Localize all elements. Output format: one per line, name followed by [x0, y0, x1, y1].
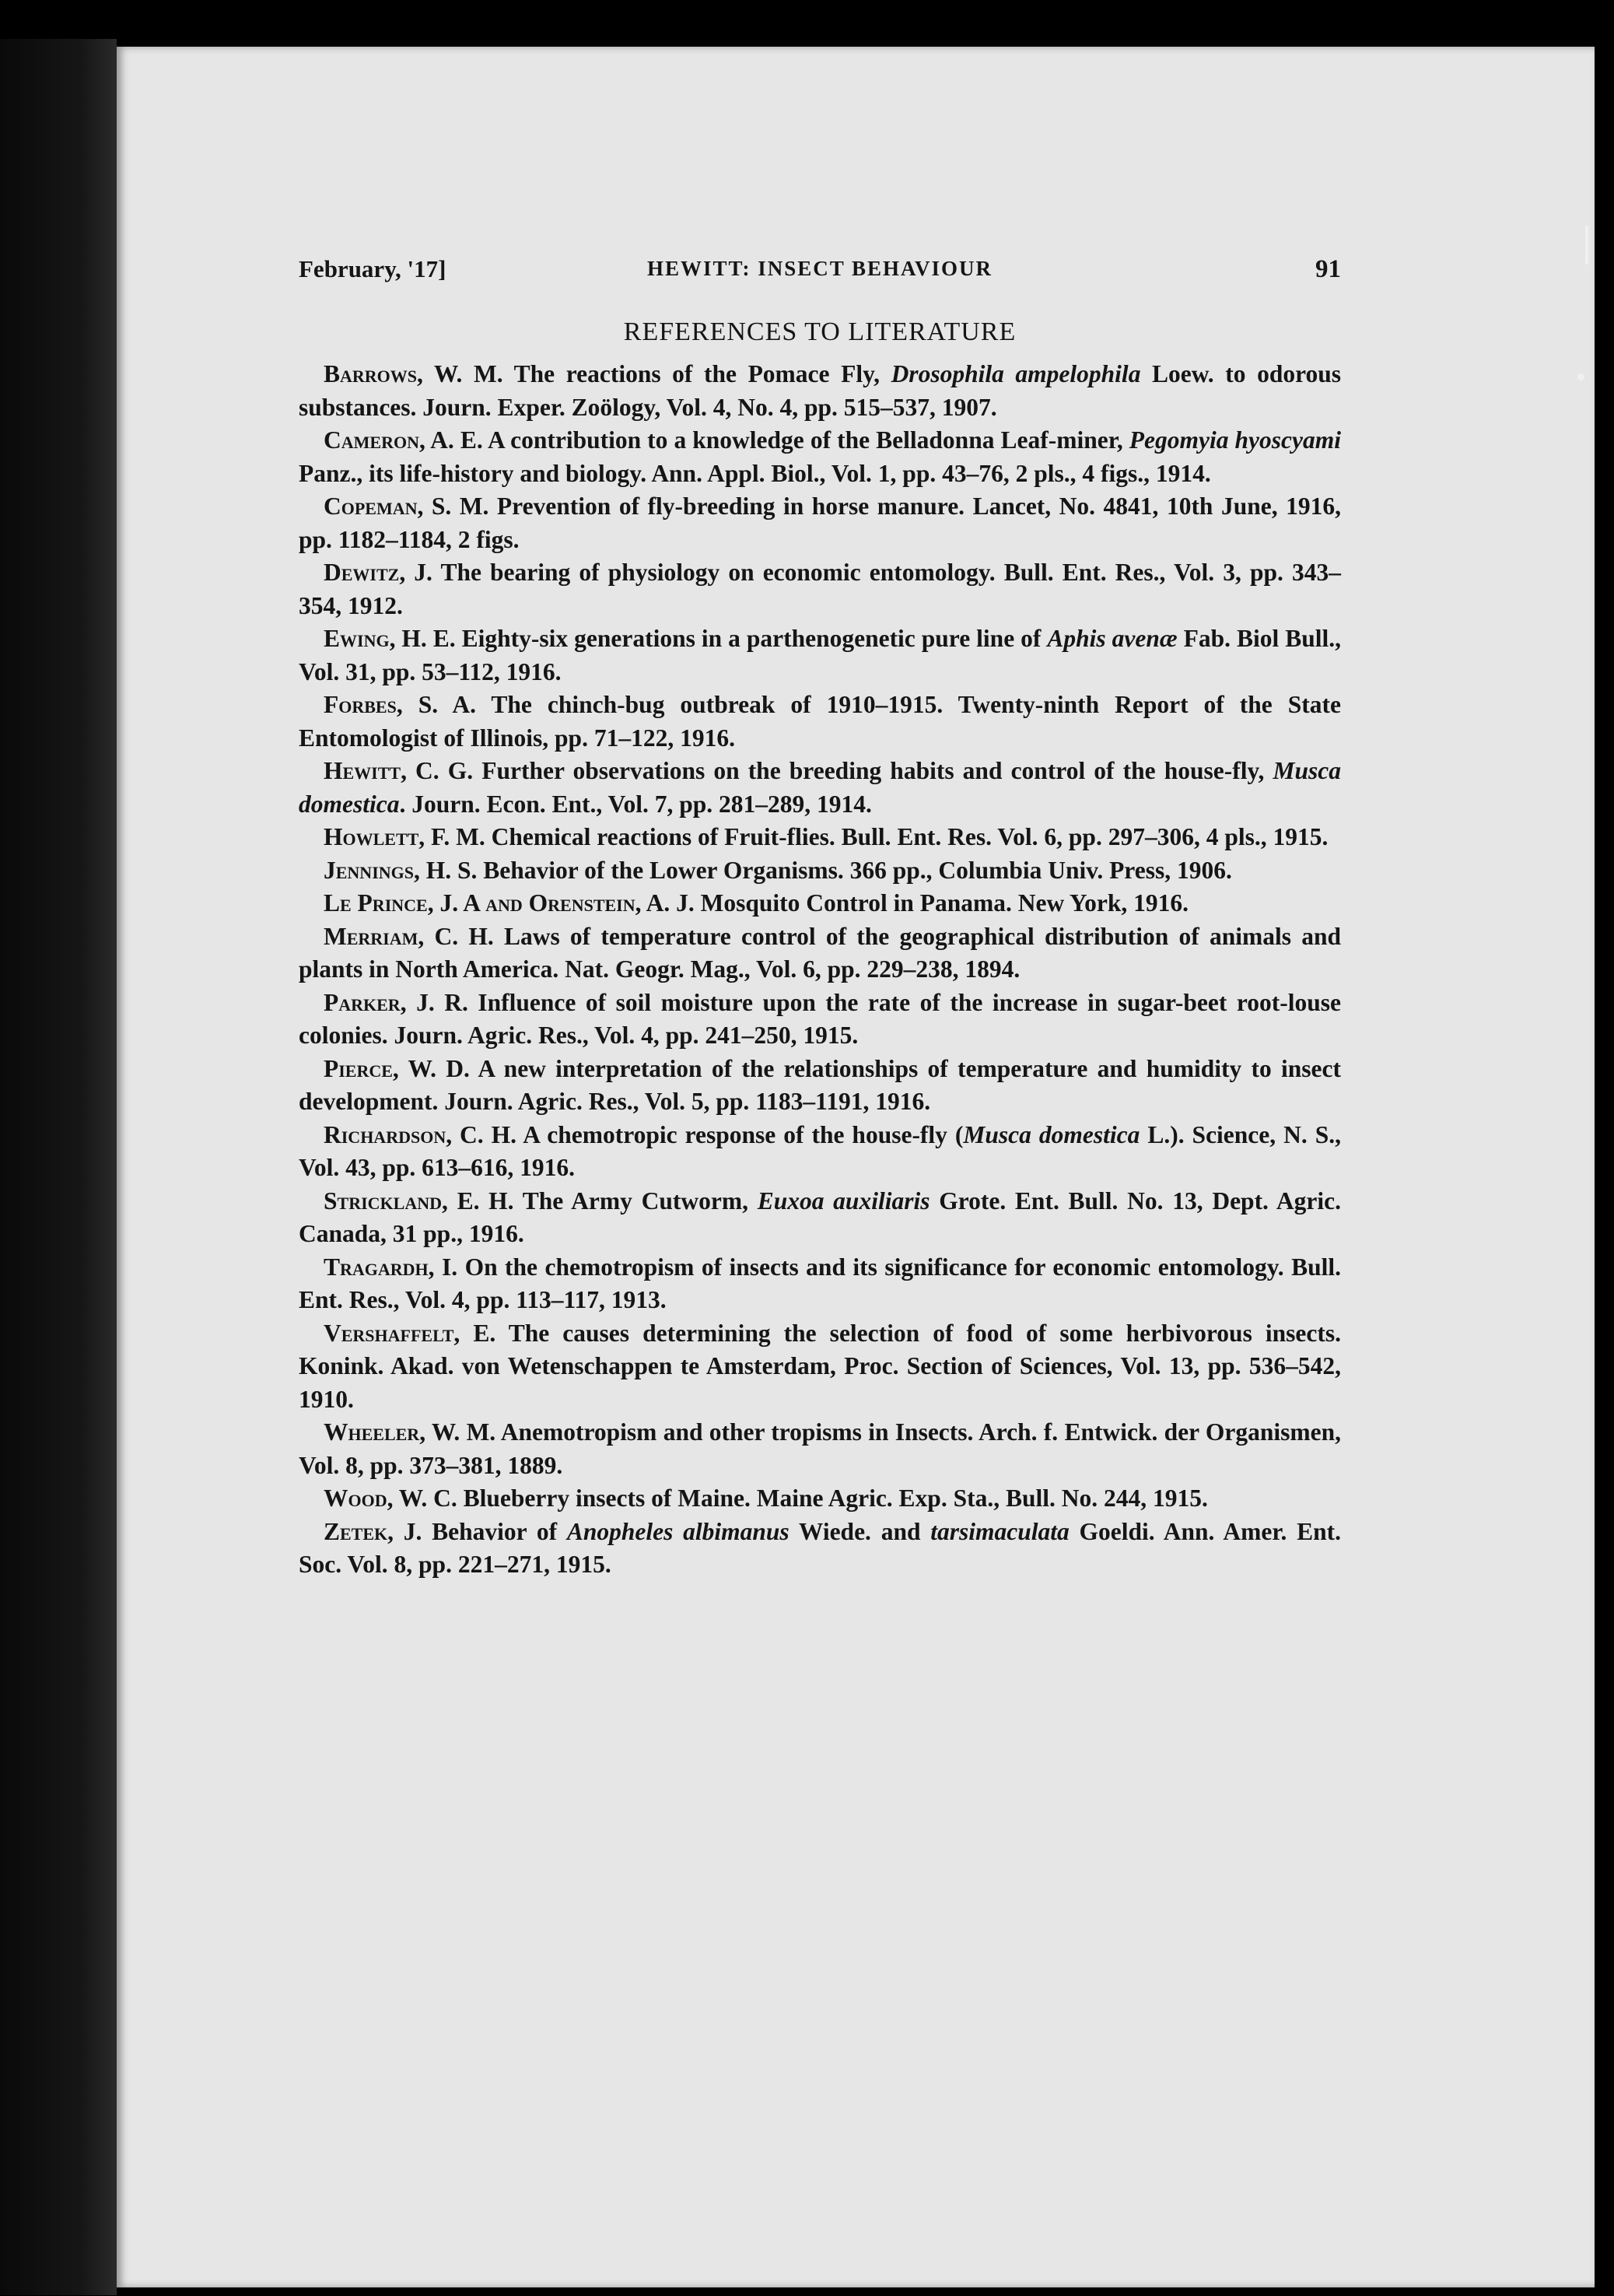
- running-head: [299, 255, 1341, 291]
- reference-species-name: Euxoa auxiliaris: [757, 1187, 930, 1215]
- reference-entry: [299, 556, 1341, 622]
- reference-text: Blueberry insects of Maine. Maine Agric. Exp. Sta., Bull. No. 244, 1915.: [457, 1485, 1208, 1512]
- reference-entry: [299, 1317, 1341, 1417]
- reference-text: Further observations on the breeding habits and control of the house-fly,: [473, 757, 1273, 784]
- reference-text: A new interpretation of the relationships of temperature and humidity to insect development. Journ. Agric. Res., Vol. 5, pp. 1183–1191, 1916.: [299, 1054, 1342, 1115]
- reference-entry: [299, 1053, 1341, 1119]
- reference-text: The chinch-bug outbreak of 1910–1915. Twenty-ninth Report of the State Entomologist of Illinois, pp. 71–122, 1916.: [299, 691, 1341, 752]
- reference-species-name: tarsimaculata: [930, 1517, 1070, 1545]
- reference-text-continued: Wiede. and: [789, 1517, 931, 1545]
- reference-text: Behavior of: [422, 1517, 567, 1545]
- reference-entry: [299, 854, 1341, 888]
- reference-author: Forbes, S. A.: [324, 691, 476, 718]
- reference-text: Chemical reactions of Fruit-flies. Bull. Ent. Res. Vol. 6, pp. 297–306, 4 pls., 1915.: [485, 823, 1329, 850]
- reference-author: Tragardh, I.: [324, 1253, 458, 1281]
- reference-text: The bearing of physiology on economic entomology. Bull. Ent. Res., Vol. 3, pp. 343–354, 1912.: [299, 559, 1341, 619]
- reference-text-continued: Loew. to odorous substances. Journ. Exper. Zoölogy, Vol. 4, No. 4, pp. 515–537, 1907.: [299, 360, 1342, 421]
- reference-species-name: Pegomyia hyoscyami: [1129, 426, 1342, 454]
- reference-author: Wheeler, W. M.: [324, 1418, 496, 1446]
- reference-entry: [299, 755, 1341, 821]
- reference-text: Mosquito Control in Panama. New York, 1916.: [694, 889, 1189, 917]
- reference-text-continued: . Journ. Econ. Ent., Vol. 7, pp. 281–289, 1914.: [399, 790, 872, 818]
- margin-speck: [1585, 226, 1588, 265]
- reference-text: The reactions of the Pomace Fly,: [502, 360, 891, 387]
- reference-entry: [299, 1516, 1341, 1582]
- reference-species-name: Anopheles albimanus: [566, 1517, 789, 1545]
- book-page: [117, 47, 1595, 2287]
- running-head-date: February, '17]: [299, 255, 446, 282]
- running-head-title: HEWITT: INSECT BEHAVIOUR: [646, 257, 993, 280]
- reference-entry: [299, 920, 1341, 987]
- reference-author: Le Prince, J. A and Orenstein, A. J.: [324, 889, 695, 917]
- reference-text-continued: Panz., its life-history and biology. Ann. Appl. Biol., Vol. 1, pp. 43–76, 2 pls., 4 figs., 1914.: [299, 459, 1211, 487]
- reference-author: Copeman, S. M.: [324, 493, 489, 520]
- reference-text-continued: Fab. Biol Bull., Vol. 31, pp. 53–112, 1916.: [299, 625, 1341, 685]
- reference-author: Parker, J. R.: [324, 988, 468, 1016]
- reference-author: Richardson, C. H.: [324, 1120, 517, 1148]
- reference-entry: [299, 987, 1341, 1053]
- reference-entry: [299, 887, 1341, 920]
- reference-text: The causes determining the selection of food of some herbivorous insects. Konink. Akad. von Wetenschappen te Amsterdam, Proc. Section of Sciences, Vol. 13, pp. 536–542, 1910.: [299, 1319, 1342, 1413]
- reference-text: The Army Cutworm,: [513, 1187, 758, 1215]
- reference-species-name: Musca domestica: [299, 757, 1341, 818]
- reference-entry: [299, 358, 1341, 424]
- reference-text-continued: Goeldi. Ann. Amer. Ent. Soc. Vol. 8, pp. 221–271, 1915.: [299, 1517, 1341, 1578]
- reference-entry: [299, 821, 1341, 854]
- reference-text-continued: L.). Science, N. S., Vol. 43, pp. 613–616, 1916.: [299, 1120, 1341, 1181]
- book-spine-shadow: [0, 39, 117, 2295]
- reference-author: Pierce, W. D.: [324, 1054, 470, 1082]
- reference-text: A contribution to a knowledge of the Belladonna Leaf-miner,: [482, 426, 1129, 454]
- reference-author: Merriam, C. H.: [324, 922, 494, 950]
- section-title: REFERENCES TO LITERATURE: [623, 317, 1017, 346]
- reference-text: On the chemotropism of insects and its significance for economic entomology. Bull. Ent. Res., Vol. 4, pp. 113–117, 1913.: [299, 1253, 1341, 1313]
- page-content: [299, 255, 1341, 1582]
- reference-author: Dewitz, J.: [324, 559, 432, 586]
- reference-text: Influence of soil moisture upon the rate of the increase in sugar-beet root-louse colonies. Journ. Agric. Res., Vol. 4, pp. 241–250, 1915.: [299, 988, 1341, 1049]
- margin-speck: [1577, 373, 1584, 380]
- reference-author: Strickland, E. H.: [324, 1187, 514, 1215]
- reference-text-continued: Grote. Ent. Bull. No. 13, Dept. Agric. Canada, 31 pp., 1916.: [299, 1187, 1341, 1247]
- reference-list: [299, 358, 1341, 1582]
- reference-text: Eighty-six generations in a parthenogenetic pure line of: [455, 625, 1048, 652]
- reference-entry: [299, 1482, 1341, 1516]
- reference-author: Vershaffelt, E.: [324, 1319, 496, 1347]
- reference-entry: [299, 689, 1341, 755]
- reference-entry: [299, 1119, 1341, 1185]
- reference-text: Anemotropism and other tropisms in Insects. Arch. f. Entwick. der Organismen, Vol. 8, pp. 373–381, 1889.: [299, 1418, 1341, 1479]
- page-number: 91: [1315, 255, 1341, 283]
- reference-text: A chemotropic response of the house-fly (: [516, 1120, 964, 1148]
- reference-entry: [299, 622, 1341, 689]
- reference-entry: [299, 1185, 1341, 1251]
- reference-author: Jennings, H. S.: [324, 856, 478, 884]
- reference-author: Wood, W. C.: [324, 1485, 457, 1512]
- reference-species-name: Musca domestica: [963, 1120, 1140, 1148]
- reference-author: Ewing, H. E.: [324, 625, 456, 652]
- reference-entry: [299, 1251, 1341, 1317]
- reference-author: Zetek, J.: [324, 1517, 422, 1545]
- reference-species-name: Drosophila ampelophila: [891, 360, 1141, 387]
- reference-author: Cameron, A. E.: [324, 426, 483, 454]
- reference-text: Prevention of fly-breeding in horse manure. Lancet, No. 4841, 10th June, 1916, pp. 1182–1184, 2 figs.: [299, 493, 1341, 553]
- reference-entry: [299, 490, 1341, 556]
- reference-entry: [299, 424, 1341, 490]
- reference-author: Howlett, F. M.: [324, 823, 485, 850]
- reference-author: Barrows, W. M.: [324, 360, 503, 387]
- reference-author: Hewitt, C. G.: [324, 757, 474, 784]
- reference-text: Laws of temperature control of the geographical distribution of animals and plants in North America. Nat. Geogr. Mag., Vol. 6, pp. 229–238, 1894.: [299, 922, 1341, 983]
- reference-text: Behavior of the Lower Organisms. 366 pp., Columbia Univ. Press, 1906.: [477, 856, 1232, 884]
- reference-entry: [299, 1416, 1341, 1482]
- reference-species-name: Aphis avenæ: [1047, 625, 1178, 652]
